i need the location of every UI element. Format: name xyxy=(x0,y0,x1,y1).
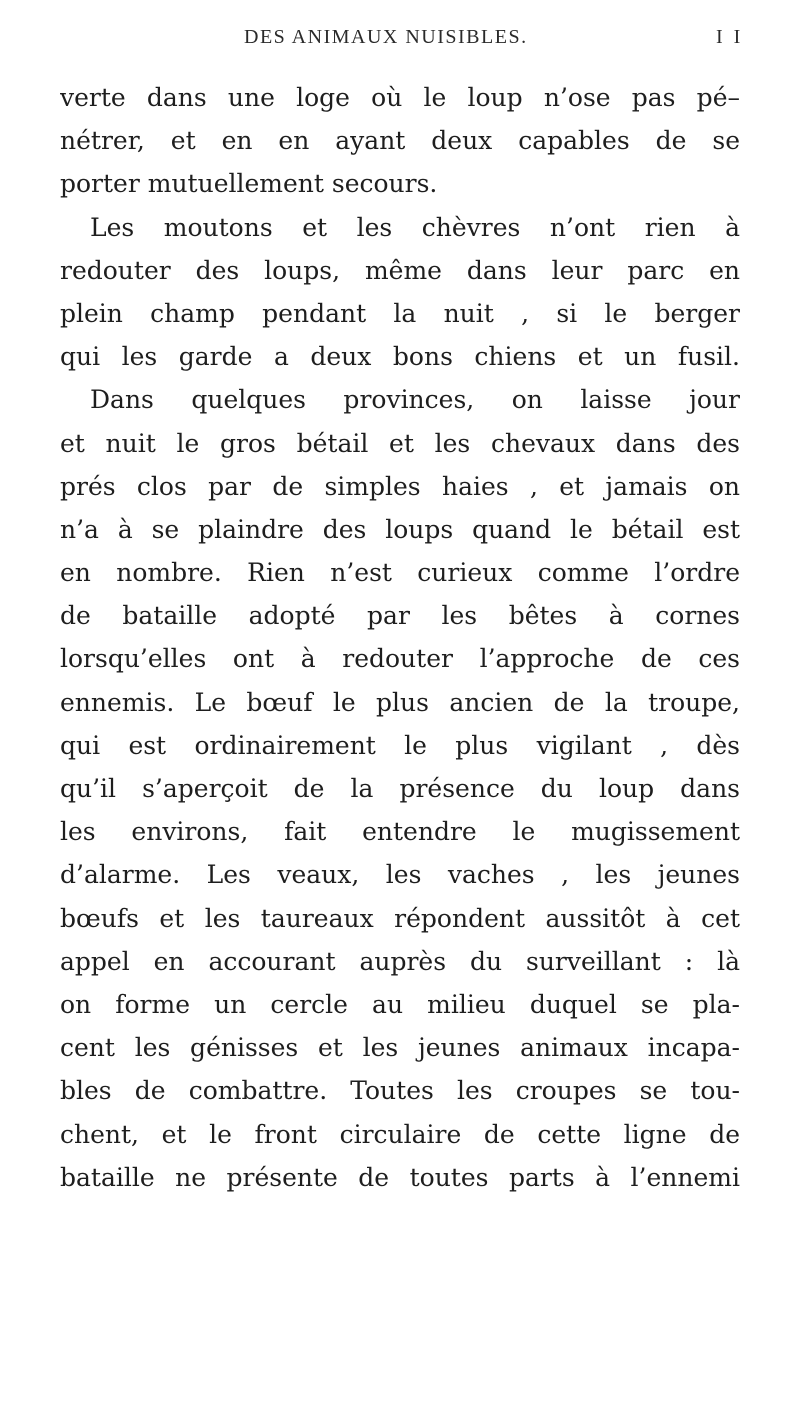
text-line: de bataille adopté par les bêtes à cornes xyxy=(60,601,740,631)
text-line: Dans quelques provinces, on laisse jour xyxy=(90,385,740,415)
text-line: cent les génisses et les jeunes animaux incapa- xyxy=(60,1033,740,1063)
text-line: verte dans une loge où le loup n’ose pas pé– xyxy=(60,83,740,112)
text-line: nétrer, et en en ayant deux capables de se xyxy=(60,126,740,156)
text-line: qui est ordinairement le plus vigilant , dès xyxy=(60,730,740,760)
text-line: qui les garde a deux bons chiens et un fusil. xyxy=(60,342,740,372)
text-line: les environs, fait entendre le mugissement xyxy=(60,817,740,847)
page-number: I I xyxy=(716,26,744,48)
text-line: prés clos par de simples haies , et jamais on xyxy=(60,471,740,501)
running-head xyxy=(0,26,800,56)
text-line: redouter des loups, même dans leur parc en xyxy=(60,255,740,285)
text-line: bles de combattre. Toutes les croupes se tou- xyxy=(60,1076,740,1106)
text-line: ennemis. Le bœuf le plus ancien de la troupe, xyxy=(60,687,740,717)
body-text xyxy=(60,76,740,1199)
text-line: n’a à se plaindre des loups quand le bétail est xyxy=(60,514,740,544)
text-line: chent, et le front circulaire de cette ligne de xyxy=(60,1119,740,1149)
text-line: en nombre. Rien n’est curieux comme l’ordre xyxy=(60,558,740,588)
text-line: bataille ne présente de toutes parts à l’ennemi xyxy=(60,1162,740,1192)
text-line: qu’il s’aperçoit de la présence du loup dans xyxy=(60,774,740,803)
text-line: lorsqu’elles ont à redouter l’approche de ces xyxy=(60,644,740,674)
text-line: et nuit le gros bétail et les chevaux dans des xyxy=(60,428,740,458)
text-line: porter mutuellement secours. xyxy=(60,169,438,199)
text-line: Les moutons et les chèvres n’ont rien à xyxy=(90,212,740,242)
text-line: plein champ pendant la nuit , si le berger xyxy=(60,298,740,328)
running-title: DES ANIMAUX NUISIBLES. xyxy=(244,26,528,48)
text-line: bœufs et les taureaux répondent aussitôt à cet xyxy=(60,903,740,933)
text-line: on forme un cercle au milieu duquel se pla- xyxy=(60,989,740,1019)
text-line: appel en accourant auprès du surveillant : là xyxy=(60,946,740,976)
text-line: d’alarme. Les veaux, les vaches , les jeunes xyxy=(60,860,740,890)
